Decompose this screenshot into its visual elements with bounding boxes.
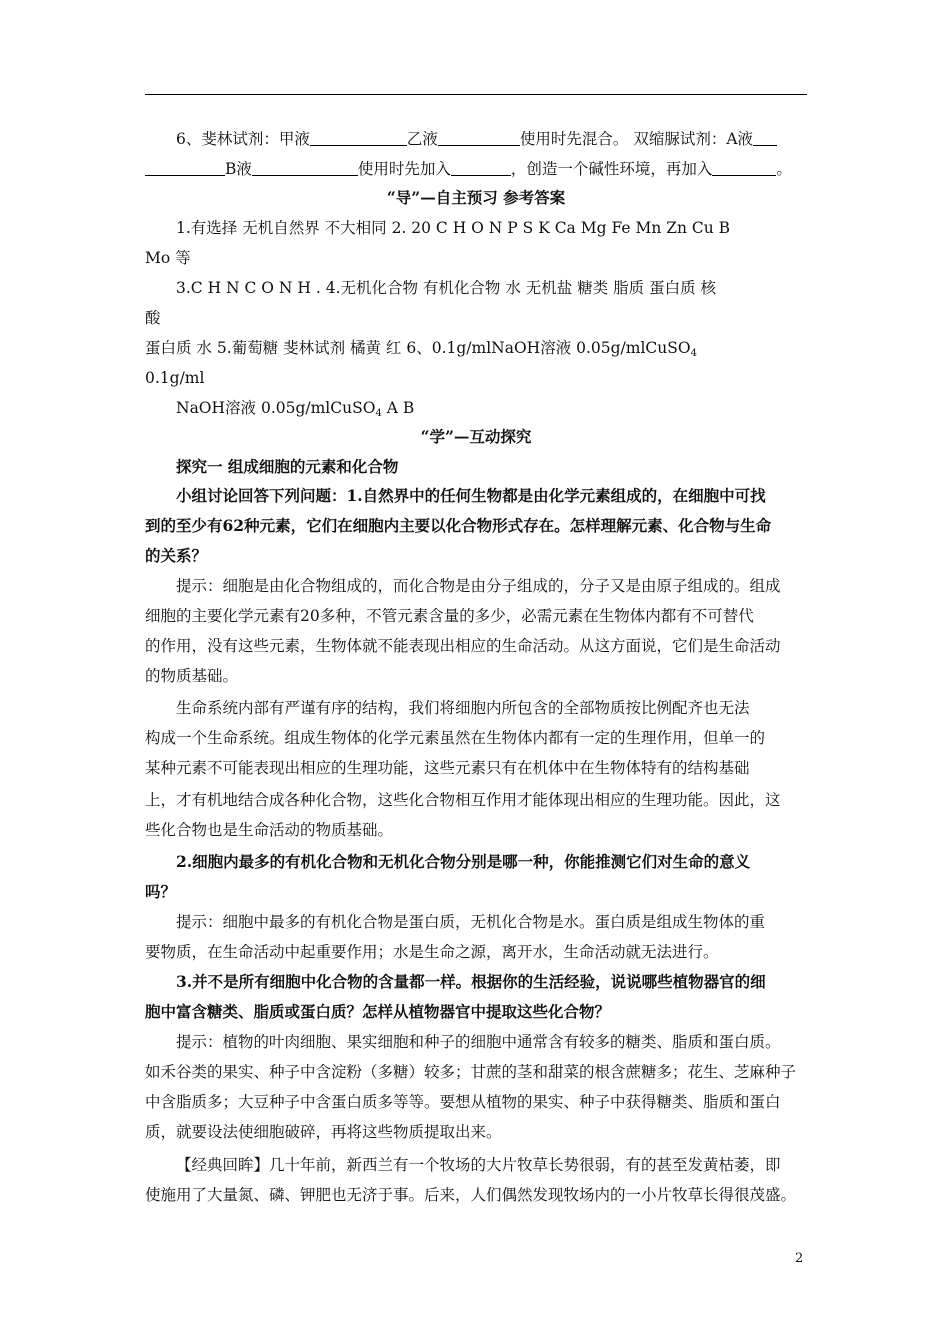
blank <box>451 160 511 176</box>
answer-3-line-3: 中含脂质多；大豆种子中含蛋白质多等等。要想从植物的果实、种子中获得糖类、脂质和蛋白 <box>145 1093 781 1111</box>
blank <box>438 130 520 146</box>
paragraph-2-line-2: 构成一个生命系统。组成生物体的化学元素虽然在生物体内都有一定的生理作用，但单一的 <box>145 729 766 747</box>
answer-3-line-1: 提示：植物的叶肉细胞、果实细胞和种子的细胞中通常含有较多的糖类、脂质和蛋白质。 <box>176 1033 781 1051</box>
question-2-line-1: 2.细胞内最多的有机化合物和无机化合物分别是哪一种，你能推测它们对生命的意义 <box>176 852 751 871</box>
paragraph-2-line-5: 些化合物也是生命活动的物质基础。 <box>145 821 394 839</box>
answer-2-line-1: 提示：细胞中最多的有机化合物是蛋白质，无机化合物是水。蛋白质是组成生物体的重 <box>176 913 766 931</box>
question-1-line-2: 到的至少有62种元素，它们在细胞内主要以化合物形式存在。怎样理解元素、化合物与生命 <box>145 516 772 535</box>
answer-1-line-1: 提示：细胞是由化合物组成的，而化合物是由分子组成的，分子又是由原子组成的。组成 <box>176 577 781 595</box>
question-2-line-2: 吗？ <box>145 882 177 901</box>
question-3-line-2: 胞中富含糖类、脂质或蛋白质？怎样从植物器官中提取这些化合物？ <box>145 1002 611 1021</box>
page-number: 2 <box>795 1251 804 1266</box>
q6-line1: 6、斐林试剂：甲液 乙液 使用时先混合。 双缩脲试剂：A液 <box>176 129 813 149</box>
question-3-line-1: 3.并不是所有细胞中化合物的含量都一样。根据你的生活经验，说说哪些植物器官的细 <box>176 972 766 991</box>
question-1-line-3: 的关系？ <box>145 546 208 565</box>
answer-1-line-3: 的作用，没有这些元素，生物体就不能表现出相应的生命活动。从这方面说，它们是生命活动 <box>145 637 781 655</box>
blank <box>753 130 777 146</box>
blank <box>252 160 358 176</box>
answer-3-line-4: 质，就要设法使细胞破碎，再将这些物质提取出来。 <box>145 1123 502 1141</box>
question-1-line-1: 小组讨论回答下列问题：1.自然界中的任何生物都是由化学元素组成的，在细胞中可找 <box>176 486 766 505</box>
answer-2-line-2: 要物质，在生命活动中起重要作用；水是生命之源，离开水，生命活动就无法进行。 <box>145 943 719 961</box>
answers-line-2: Mo 等 <box>145 249 191 267</box>
blank <box>145 160 225 176</box>
paragraph-2-line-3: 某种元素不可能表现出相应的生理功能，这些元素只有在机体中在生物体特有的结构基础 <box>145 759 750 777</box>
explore-heading: “学”—互动探究 <box>420 427 532 446</box>
answer-3-line-2: 如禾谷类的果实、种子中含淀粉（多糖）较多；甘蔗的茎和甜菜的根含蔗糖多；花生、芝麻种子 <box>145 1063 797 1081</box>
classic-review-line-2: 使施用了大量氮、磷、钾肥也无济于事。后来，人们偶然发现牧场内的一小片牧草长得很茂盛。 <box>145 1186 797 1204</box>
answers-line-3: 3.C H N C O N H . 4.无机化合物 有机化合物 水 无机盐 糖类 脂质 蛋白质 核 <box>176 279 716 297</box>
blank <box>712 160 776 176</box>
answers-line-1: 1.有选择 无机自然界 不大相同 2. 20 C H O N P S K Ca Mg Fe Mn Zn Cu B <box>176 219 731 237</box>
header-rule <box>145 94 807 95</box>
classic-review-line-1: 【经典回眸】几十年前，新西兰有一个牧场的大片牧草长势很弱，有的甚至发黄枯萎，即 <box>176 1156 781 1174</box>
explore-subheading: 探究一 组成细胞的元素和化合物 <box>176 457 399 476</box>
answers-line-5: 蛋白质 水 5.葡萄糖 斐林试剂 橘黄 红 6、0.1g/mlNaOH溶液 0.05g/mlCuSO$_4$ <box>145 339 697 358</box>
answer-1-line-2: 细胞的主要化学元素有20多种，不管元素含量的多少，必需元素在生物体内都有不可替代 <box>145 607 754 625</box>
paragraph-2-line-4: 上，才有机地结合成各种化合物，这些化合物相互作用才能体现出相应的生理功能。因此，这 <box>145 791 781 809</box>
answers-line-6: 0.1g/ml <box>145 369 205 387</box>
answers-heading: “导”—自主预习 参考答案 <box>386 188 566 207</box>
q6-line2: B液 使用时先加入 ，创造一个碱性环境，再加入 。 <box>145 159 813 179</box>
blank <box>310 130 407 146</box>
answers-line-7: NaOH溶液 0.05g/mlCuSO$_4$ A B <box>176 399 415 418</box>
answer-1-line-4: 的物质基础。 <box>145 667 239 685</box>
paragraph-2-line-1: 生命系统内部有严谨有序的结构，我们将细胞内所包含的全部物质按比例配齐也无法 <box>176 699 750 717</box>
answers-line-4: 酸 <box>145 309 161 327</box>
